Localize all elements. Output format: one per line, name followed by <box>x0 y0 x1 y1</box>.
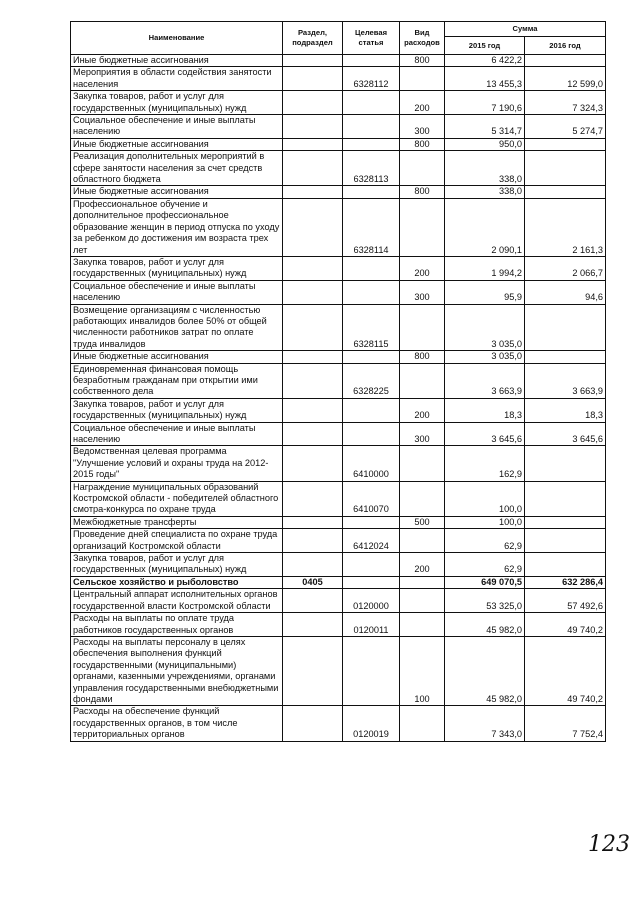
cell-2016: 3 663,9 <box>525 363 606 398</box>
cell-2015: 95,9 <box>445 280 525 304</box>
cell-2016: 3 645,6 <box>525 422 606 446</box>
table-row <box>71 256 606 280</box>
cell-kind: 800 <box>400 138 445 150</box>
cell-section <box>283 351 343 363</box>
table-row <box>71 304 606 351</box>
cell-2015: 100,0 <box>445 481 525 516</box>
cell-target <box>343 553 400 577</box>
cell-name: Социальное обеспечение и иные выплаты населению <box>71 115 283 139</box>
cell-kind: 500 <box>400 516 445 528</box>
cell-section <box>283 398 343 422</box>
table-row <box>71 706 606 741</box>
cell-section <box>283 422 343 446</box>
table-row <box>71 91 606 115</box>
cell-section <box>283 280 343 304</box>
cell-2015: 62,9 <box>445 529 525 553</box>
cell-kind: 800 <box>400 55 445 67</box>
cell-name: Закупка товаров, работ и услуг для государственных (муниципальных) нужд <box>71 91 283 115</box>
cell-2015: 162,9 <box>445 446 525 481</box>
cell-2016: 49 740,2 <box>525 636 606 705</box>
cell-name: Реализация дополнительных мероприятий в сфере занятости населения за счет средств областного бюджета <box>71 151 283 186</box>
table-row <box>71 446 606 481</box>
cell-target <box>343 55 400 67</box>
cell-2015: 338,0 <box>445 151 525 186</box>
cell-2016: 2 066,7 <box>525 256 606 280</box>
cell-kind: 300 <box>400 115 445 139</box>
cell-2015: 649 070,5 <box>445 576 525 588</box>
page-number: 123 <box>588 832 630 857</box>
table-row <box>71 553 606 577</box>
table-row <box>71 67 606 91</box>
header-year-2015: 2015 год <box>445 37 525 55</box>
table-row <box>71 481 606 516</box>
cell-2015: 62,9 <box>445 553 525 577</box>
table-row <box>71 636 606 705</box>
table-row <box>71 351 606 363</box>
cell-2016: 94,6 <box>525 280 606 304</box>
cell-target <box>343 138 400 150</box>
cell-target <box>343 516 400 528</box>
cell-kind: 200 <box>400 553 445 577</box>
cell-target <box>343 91 400 115</box>
cell-name: Межбюджетные трансферты <box>71 516 283 528</box>
cell-target <box>343 398 400 422</box>
cell-section <box>283 529 343 553</box>
cell-kind: 200 <box>400 91 445 115</box>
cell-section <box>283 363 343 398</box>
cell-kind <box>400 67 445 91</box>
cell-section <box>283 553 343 577</box>
cell-2016: 57 492,6 <box>525 589 606 613</box>
cell-kind <box>400 304 445 351</box>
cell-2015: 18,3 <box>445 398 525 422</box>
cell-target: 6412024 <box>343 529 400 553</box>
cell-target: 6328113 <box>343 151 400 186</box>
table-row <box>71 363 606 398</box>
cell-kind: 300 <box>400 280 445 304</box>
cell-name: Расходы на выплаты по оплате труда работников государственных органов <box>71 613 283 637</box>
cell-target <box>343 351 400 363</box>
header-name: Наименование <box>71 22 283 55</box>
cell-target: 0120019 <box>343 706 400 741</box>
cell-2016 <box>525 151 606 186</box>
cell-2016 <box>525 446 606 481</box>
cell-2016 <box>525 351 606 363</box>
cell-2016: 49 740,2 <box>525 613 606 637</box>
header-sum: Сумма <box>445 22 606 37</box>
cell-target: 0120000 <box>343 589 400 613</box>
cell-name: Сельское хозяйство и рыболовство <box>71 576 283 588</box>
cell-section <box>283 706 343 741</box>
cell-name: Иные бюджетные ассигнования <box>71 186 283 198</box>
table-row <box>71 529 606 553</box>
cell-section <box>283 613 343 637</box>
cell-name: Единовременная финансовая помощь безработным гражданам при открытии ими собственного дела <box>71 363 283 398</box>
cell-2016 <box>525 481 606 516</box>
cell-section <box>283 115 343 139</box>
cell-kind <box>400 589 445 613</box>
cell-section <box>283 446 343 481</box>
cell-2015: 13 455,3 <box>445 67 525 91</box>
cell-section <box>283 636 343 705</box>
cell-name: Иные бюджетные ассигнования <box>71 351 283 363</box>
cell-kind <box>400 706 445 741</box>
cell-2015: 53 325,0 <box>445 589 525 613</box>
cell-2016: 12 599,0 <box>525 67 606 91</box>
cell-2015: 45 982,0 <box>445 613 525 637</box>
table-row <box>71 151 606 186</box>
cell-2015: 3 035,0 <box>445 304 525 351</box>
table-row <box>71 589 606 613</box>
cell-2015: 3 035,0 <box>445 351 525 363</box>
cell-target: 6328112 <box>343 67 400 91</box>
cell-2016 <box>525 553 606 577</box>
budget-table <box>70 21 606 742</box>
cell-section <box>283 256 343 280</box>
table-row <box>71 138 606 150</box>
cell-section <box>283 138 343 150</box>
cell-name: Расходы на выплаты персоналу в целях обеспечения выполнения функций государственными (муниципальными) органами, казенными учреждениями, органами управления государственными внебюджетными фондами <box>71 636 283 705</box>
cell-2016: 2 161,3 <box>525 198 606 256</box>
cell-target: 6410070 <box>343 481 400 516</box>
cell-target: 0120011 <box>343 613 400 637</box>
cell-section <box>283 67 343 91</box>
cell-target: 6328225 <box>343 363 400 398</box>
cell-kind <box>400 576 445 588</box>
cell-2015: 3 645,6 <box>445 422 525 446</box>
cell-section <box>283 481 343 516</box>
cell-kind <box>400 151 445 186</box>
table-row <box>71 55 606 67</box>
cell-target <box>343 186 400 198</box>
cell-name: Закупка товаров, работ и услуг для государственных (муниципальных) нужд <box>71 553 283 577</box>
header-section: Раздел, подраздел <box>283 22 343 55</box>
cell-kind: 800 <box>400 351 445 363</box>
cell-name: Профессиональное обучение и дополнительное профессиональное образование женщин в период отпуска по уходу за ребенком до достижения им возраста трех лет <box>71 198 283 256</box>
cell-name: Награждение муниципальных образований Костромской области - победителей областного смотра-конкурса по охране труда <box>71 481 283 516</box>
cell-kind: 200 <box>400 398 445 422</box>
cell-section <box>283 186 343 198</box>
cell-section <box>283 304 343 351</box>
cell-section <box>283 589 343 613</box>
cell-section: 0405 <box>283 576 343 588</box>
header-kind: Вид расходов <box>400 22 445 55</box>
table-header <box>71 22 606 55</box>
cell-name: Закупка товаров, работ и услуг для государственных (муниципальных) нужд <box>71 398 283 422</box>
cell-section <box>283 151 343 186</box>
cell-target <box>343 422 400 446</box>
table-row <box>71 198 606 256</box>
table-row <box>71 186 606 198</box>
cell-target <box>343 115 400 139</box>
cell-name: Социальное обеспечение и иные выплаты населению <box>71 280 283 304</box>
cell-2016 <box>525 529 606 553</box>
cell-2015: 7 190,6 <box>445 91 525 115</box>
cell-section <box>283 91 343 115</box>
cell-name: Центральный аппарат исполнительных органов государственной власти Костромской области <box>71 589 283 613</box>
cell-2016 <box>525 55 606 67</box>
cell-kind <box>400 446 445 481</box>
cell-target <box>343 280 400 304</box>
cell-2015: 6 422,2 <box>445 55 525 67</box>
cell-name: Возмещение организациям с численностью работающих инвалидов более 50% от общей численности работников затрат по оплате труда инвалидов <box>71 304 283 351</box>
cell-2016 <box>525 516 606 528</box>
cell-kind <box>400 481 445 516</box>
cell-2016: 7 324,3 <box>525 91 606 115</box>
cell-2015: 1 994,2 <box>445 256 525 280</box>
cell-target <box>343 256 400 280</box>
cell-target: 6328114 <box>343 198 400 256</box>
cell-target: 6410000 <box>343 446 400 481</box>
table-row <box>71 280 606 304</box>
cell-name: Расходы на обеспечение функций государственных органов, в том числе территориальных органов <box>71 706 283 741</box>
cell-2015: 3 663,9 <box>445 363 525 398</box>
table-row <box>71 398 606 422</box>
cell-2016: 7 752,4 <box>525 706 606 741</box>
cell-kind: 100 <box>400 636 445 705</box>
cell-2016 <box>525 304 606 351</box>
cell-kind: 800 <box>400 186 445 198</box>
cell-2015: 7 343,0 <box>445 706 525 741</box>
cell-target <box>343 636 400 705</box>
cell-2015: 950,0 <box>445 138 525 150</box>
cell-target <box>343 576 400 588</box>
cell-2015: 338,0 <box>445 186 525 198</box>
cell-kind: 200 <box>400 256 445 280</box>
cell-2015: 2 090,1 <box>445 198 525 256</box>
cell-name: Иные бюджетные ассигнования <box>71 138 283 150</box>
header-year-2016: 2016 год <box>525 37 606 55</box>
cell-2016 <box>525 138 606 150</box>
header-target: Целевая статья <box>343 22 400 55</box>
table-row <box>71 422 606 446</box>
cell-2016 <box>525 186 606 198</box>
cell-name: Социальное обеспечение и иные выплаты населению <box>71 422 283 446</box>
cell-name: Ведомственная целевая программа "Улучшение условий и охраны труда на 2012-2015 годы" <box>71 446 283 481</box>
cell-2016: 18,3 <box>525 398 606 422</box>
cell-section <box>283 55 343 67</box>
cell-name: Иные бюджетные ассигнования <box>71 55 283 67</box>
cell-kind <box>400 529 445 553</box>
cell-name: Закупка товаров, работ и услуг для государственных (муниципальных) нужд <box>71 256 283 280</box>
cell-2015: 100,0 <box>445 516 525 528</box>
table-row <box>71 516 606 528</box>
cell-kind <box>400 613 445 637</box>
table-body <box>71 55 606 742</box>
cell-kind <box>400 198 445 256</box>
table-row <box>71 576 606 588</box>
cell-2015: 5 314,7 <box>445 115 525 139</box>
cell-kind: 300 <box>400 422 445 446</box>
cell-2015: 45 982,0 <box>445 636 525 705</box>
cell-2016: 632 286,4 <box>525 576 606 588</box>
cell-target: 6328115 <box>343 304 400 351</box>
table-row <box>71 613 606 637</box>
cell-name: Мероприятия в области содействия занятости населения <box>71 67 283 91</box>
cell-section <box>283 516 343 528</box>
cell-name: Проведение дней специалиста по охране труда организаций Костромской области <box>71 529 283 553</box>
table-row <box>71 115 606 139</box>
cell-2016: 5 274,7 <box>525 115 606 139</box>
cell-kind <box>400 363 445 398</box>
cell-section <box>283 198 343 256</box>
